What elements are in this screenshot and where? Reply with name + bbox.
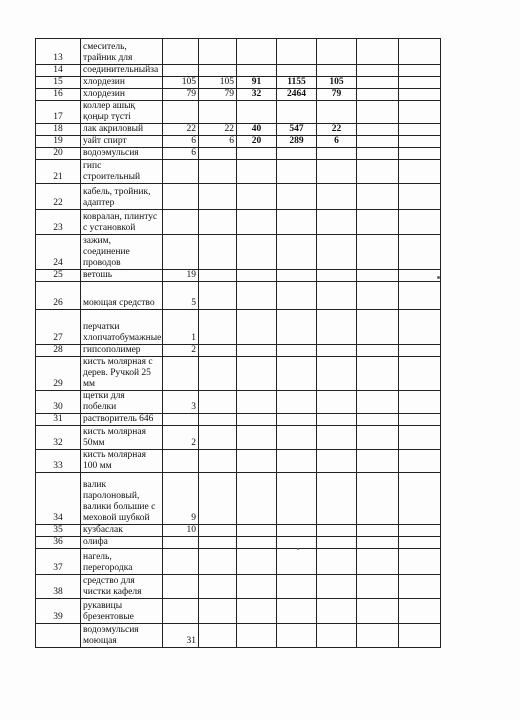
value-cell	[237, 210, 277, 235]
value-cell	[237, 599, 277, 624]
item-name-cell: растворитель 646	[81, 414, 163, 426]
table-row	[36, 148, 441, 160]
value-cell	[199, 235, 237, 270]
value-cell: 79	[199, 89, 237, 101]
item-name-cell: зажим, соединение проводов	[81, 235, 163, 270]
row-number-cell: 36	[36, 537, 81, 549]
value-cell	[237, 235, 277, 270]
item-name-cell: моющая средство	[81, 282, 163, 310]
row-number-cell	[36, 624, 81, 648]
value-cell	[317, 599, 357, 624]
table-row	[36, 414, 441, 426]
value-cell	[277, 160, 317, 184]
value-cell	[237, 39, 277, 65]
value-cell	[357, 89, 399, 101]
table-row	[36, 65, 441, 77]
table-row	[36, 310, 441, 345]
value-cell	[357, 148, 399, 160]
table-row	[36, 77, 441, 89]
value-cell	[277, 599, 317, 624]
value-cell	[237, 450, 277, 473]
value-cell	[237, 184, 277, 210]
value-cell	[317, 65, 357, 77]
value-cell	[357, 101, 399, 124]
value-cell	[199, 537, 237, 549]
value-cell	[357, 537, 399, 549]
value-cell	[277, 210, 317, 235]
value-cell	[237, 391, 277, 414]
value-cell	[199, 575, 237, 599]
value-cell	[237, 549, 277, 575]
value-cell	[277, 235, 317, 270]
table-row	[36, 270, 441, 282]
value-cell	[399, 136, 441, 148]
value-cell	[199, 345, 237, 357]
table-row	[36, 549, 441, 575]
value-cell: 2464	[277, 89, 317, 101]
item-name-cell: ветошь	[81, 270, 163, 282]
value-cell	[357, 575, 399, 599]
value-cell	[199, 624, 237, 648]
value-cell	[357, 136, 399, 148]
value-cell	[199, 549, 237, 575]
row-number-cell: 35	[36, 525, 81, 537]
value-cell	[277, 65, 317, 77]
value-cell	[237, 345, 277, 357]
value-cell	[357, 310, 399, 345]
value-cell	[237, 414, 277, 426]
row-number-cell: 17	[36, 101, 81, 124]
row-number-cell: 15	[36, 77, 81, 89]
value-cell	[317, 473, 357, 525]
value-cell	[399, 282, 441, 310]
item-name-cell: соединительныйза	[81, 65, 163, 77]
value-cell	[237, 426, 277, 450]
value-cell	[199, 599, 237, 624]
value-cell	[237, 473, 277, 525]
value-cell	[399, 345, 441, 357]
value-cell: 91	[237, 77, 277, 89]
item-name-cell: кабель, тройник, адаптер	[81, 184, 163, 210]
table-row	[36, 599, 441, 624]
value-cell	[357, 426, 399, 450]
value-cell	[317, 575, 357, 599]
value-cell	[317, 310, 357, 345]
value-cell	[317, 537, 357, 549]
value-cell	[317, 450, 357, 473]
value-cell	[237, 525, 277, 537]
value-cell	[277, 537, 317, 549]
value-cell	[199, 357, 237, 391]
value-cell	[199, 414, 237, 426]
value-cell	[277, 391, 317, 414]
value-cell	[277, 270, 317, 282]
value-cell: 9	[163, 473, 199, 525]
value-cell	[163, 39, 199, 65]
value-cell	[163, 210, 199, 235]
value-cell	[199, 282, 237, 310]
value-cell	[399, 391, 441, 414]
item-name-cell: водоэмульсия моющая	[81, 624, 163, 648]
value-cell	[399, 148, 441, 160]
row-number-cell: 32	[36, 426, 81, 450]
value-cell	[357, 450, 399, 473]
value-cell	[357, 210, 399, 235]
item-name-cell: щетки для побелки	[81, 391, 163, 414]
row-number-cell: 18	[36, 124, 81, 136]
value-cell	[277, 575, 317, 599]
value-cell	[277, 549, 317, 575]
value-cell	[237, 148, 277, 160]
item-name-cell: перчатки хлопчатобумажные	[81, 310, 163, 345]
value-cell: 105	[317, 77, 357, 89]
table-row	[36, 184, 441, 210]
value-cell	[399, 101, 441, 124]
value-cell	[357, 357, 399, 391]
value-cell	[317, 235, 357, 270]
value-cell	[277, 39, 317, 65]
value-cell	[317, 426, 357, 450]
value-cell	[399, 599, 441, 624]
value-cell	[357, 525, 399, 537]
value-cell	[317, 160, 357, 184]
table-row	[36, 210, 441, 235]
value-cell	[163, 65, 199, 77]
value-cell: 6	[163, 148, 199, 160]
value-cell	[277, 473, 317, 525]
scan-dot	[297, 548, 299, 550]
item-name-cell: валик паролоновый, валики большие с меховой шубкой	[81, 473, 163, 525]
item-name-cell: водоэмульсия	[81, 148, 163, 160]
value-cell	[357, 124, 399, 136]
value-cell	[357, 282, 399, 310]
value-cell	[357, 160, 399, 184]
value-cell	[399, 450, 441, 473]
value-cell	[277, 414, 317, 426]
value-cell	[199, 101, 237, 124]
value-cell	[199, 65, 237, 77]
row-number-cell: 21	[36, 160, 81, 184]
value-cell	[357, 624, 399, 648]
row-number-cell: 30	[36, 391, 81, 414]
item-name-cell: гипсополимер	[81, 345, 163, 357]
value-cell	[199, 310, 237, 345]
value-cell	[163, 160, 199, 184]
value-cell: 2	[163, 426, 199, 450]
row-number-cell: 38	[36, 575, 81, 599]
value-cell	[199, 473, 237, 525]
value-cell	[357, 235, 399, 270]
value-cell	[399, 537, 441, 549]
row-number-cell: 22	[36, 184, 81, 210]
row-number-cell: 29	[36, 357, 81, 391]
item-name-cell: кисть молярная 50мм	[81, 426, 163, 450]
value-cell	[317, 148, 357, 160]
item-name-cell: нагель, перегородка	[81, 549, 163, 575]
value-cell: 6	[317, 136, 357, 148]
value-cell	[277, 148, 317, 160]
value-cell: 20	[237, 136, 277, 148]
value-cell	[399, 414, 441, 426]
value-cell	[163, 414, 199, 426]
value-cell	[399, 310, 441, 345]
item-name-cell: хлордезин	[81, 89, 163, 101]
scan-dot	[437, 276, 440, 279]
value-cell	[163, 549, 199, 575]
value-cell	[237, 310, 277, 345]
value-cell	[163, 450, 199, 473]
row-number-cell: 26	[36, 282, 81, 310]
value-cell	[317, 391, 357, 414]
table-row	[36, 473, 441, 525]
value-cell	[317, 345, 357, 357]
value-cell: 1155	[277, 77, 317, 89]
value-cell	[399, 624, 441, 648]
value-cell	[399, 89, 441, 101]
value-cell: 19	[163, 270, 199, 282]
table-row	[36, 575, 441, 599]
row-number-cell: 19	[36, 136, 81, 148]
item-name-cell: олифа	[81, 537, 163, 549]
row-number-cell: 20	[36, 148, 81, 160]
value-cell	[357, 414, 399, 426]
value-cell: 10	[163, 525, 199, 537]
value-cell	[199, 450, 237, 473]
value-cell	[277, 345, 317, 357]
table-row	[36, 391, 441, 414]
row-number-cell: 25	[36, 270, 81, 282]
table-row	[36, 89, 441, 101]
item-name-cell: средство для чистки кафеля	[81, 575, 163, 599]
value-cell	[357, 77, 399, 89]
value-cell	[317, 549, 357, 575]
value-cell	[357, 39, 399, 65]
value-cell	[199, 525, 237, 537]
row-number-cell: 14	[36, 65, 81, 77]
value-cell	[399, 426, 441, 450]
value-cell	[399, 184, 441, 210]
row-number-cell: 16	[36, 89, 81, 101]
value-cell	[163, 101, 199, 124]
value-cell	[277, 525, 317, 537]
materials-table-body	[36, 39, 441, 648]
item-name-cell: лак акриловый	[81, 124, 163, 136]
value-cell	[399, 549, 441, 575]
value-cell	[277, 426, 317, 450]
value-cell: 289	[277, 136, 317, 148]
value-cell	[357, 391, 399, 414]
value-cell: 6	[163, 136, 199, 148]
row-number-cell: 31	[36, 414, 81, 426]
value-cell: 2	[163, 345, 199, 357]
value-cell: 79	[317, 89, 357, 101]
value-cell	[237, 357, 277, 391]
value-cell: 6	[199, 136, 237, 148]
row-number-cell: 34	[36, 473, 81, 525]
value-cell	[399, 473, 441, 525]
value-cell	[399, 124, 441, 136]
value-cell	[199, 39, 237, 65]
value-cell	[199, 148, 237, 160]
table-row	[36, 450, 441, 473]
value-cell	[357, 65, 399, 77]
value-cell: 105	[163, 77, 199, 89]
value-cell	[399, 270, 441, 282]
value-cell	[199, 184, 237, 210]
table-row	[36, 525, 441, 537]
value-cell	[237, 282, 277, 310]
row-number-cell: 27	[36, 310, 81, 345]
value-cell	[163, 537, 199, 549]
value-cell: 40	[237, 124, 277, 136]
value-cell	[357, 270, 399, 282]
value-cell	[163, 235, 199, 270]
table-row	[36, 426, 441, 450]
value-cell	[277, 282, 317, 310]
item-name-cell: смеситель, трайник для	[81, 39, 163, 65]
value-cell: 22	[163, 124, 199, 136]
value-cell	[399, 39, 441, 65]
value-cell: 547	[277, 124, 317, 136]
item-name-cell: ковралан, плинтус с установкой	[81, 210, 163, 235]
item-name-cell: хлордезин	[81, 77, 163, 89]
value-cell	[277, 624, 317, 648]
value-cell: 79	[163, 89, 199, 101]
value-cell: 22	[199, 124, 237, 136]
value-cell: 1	[163, 310, 199, 345]
value-cell	[237, 160, 277, 184]
row-number-cell: 23	[36, 210, 81, 235]
table-row	[36, 345, 441, 357]
table-row	[36, 357, 441, 391]
value-cell	[399, 160, 441, 184]
value-cell	[317, 270, 357, 282]
table-row	[36, 624, 441, 648]
value-cell: 3	[163, 391, 199, 414]
item-name-cell: коллер ашық қоңыр түсті	[81, 101, 163, 124]
value-cell	[237, 624, 277, 648]
value-cell: 31	[163, 624, 199, 648]
value-cell	[277, 450, 317, 473]
value-cell	[317, 282, 357, 310]
item-name-cell: рукавицы брезентовые	[81, 599, 163, 624]
value-cell	[237, 270, 277, 282]
value-cell	[357, 549, 399, 575]
value-cell	[399, 65, 441, 77]
value-cell	[399, 210, 441, 235]
table-row	[36, 235, 441, 270]
value-cell: 105	[199, 77, 237, 89]
item-name-cell: уайт спирт	[81, 136, 163, 148]
value-cell	[163, 357, 199, 391]
table-row	[36, 537, 441, 549]
value-cell	[199, 426, 237, 450]
item-name-cell: гипс строительный	[81, 160, 163, 184]
row-number-cell: 28	[36, 345, 81, 357]
value-cell	[163, 184, 199, 210]
value-cell	[317, 210, 357, 235]
value-cell	[237, 65, 277, 77]
value-cell	[237, 575, 277, 599]
row-number-cell: 39	[36, 599, 81, 624]
value-cell	[277, 184, 317, 210]
item-name-cell: кузбаслак	[81, 525, 163, 537]
value-cell	[399, 525, 441, 537]
value-cell: 22	[317, 124, 357, 136]
value-cell	[277, 310, 317, 345]
table-row	[36, 124, 441, 136]
value-cell	[317, 101, 357, 124]
value-cell	[199, 270, 237, 282]
value-cell	[163, 575, 199, 599]
table-row	[36, 136, 441, 148]
row-number-cell: 33	[36, 450, 81, 473]
value-cell	[317, 414, 357, 426]
value-cell	[163, 599, 199, 624]
value-cell	[399, 77, 441, 89]
row-number-cell: 24	[36, 235, 81, 270]
value-cell	[399, 235, 441, 270]
value-cell	[199, 210, 237, 235]
value-cell	[237, 537, 277, 549]
value-cell	[317, 357, 357, 391]
value-cell: 5	[163, 282, 199, 310]
item-name-cell: кисть молярная с дерев. Ручкой 25 мм	[81, 357, 163, 391]
value-cell	[199, 391, 237, 414]
table-row	[36, 39, 441, 65]
value-cell	[399, 357, 441, 391]
materials-table	[35, 38, 441, 648]
item-name-cell: кисть молярная 100 мм	[81, 450, 163, 473]
row-number-cell: 37	[36, 549, 81, 575]
value-cell	[277, 357, 317, 391]
value-cell: 32	[237, 89, 277, 101]
value-cell	[357, 599, 399, 624]
table-row	[36, 282, 441, 310]
value-cell	[317, 525, 357, 537]
value-cell	[199, 160, 237, 184]
value-cell	[317, 39, 357, 65]
value-cell	[317, 624, 357, 648]
value-cell	[237, 101, 277, 124]
row-number-cell: 13	[36, 39, 81, 65]
value-cell	[357, 184, 399, 210]
value-cell	[317, 184, 357, 210]
value-cell	[277, 101, 317, 124]
value-cell	[399, 575, 441, 599]
table-row	[36, 160, 441, 184]
table-row	[36, 101, 441, 124]
value-cell	[357, 473, 399, 525]
value-cell	[357, 345, 399, 357]
